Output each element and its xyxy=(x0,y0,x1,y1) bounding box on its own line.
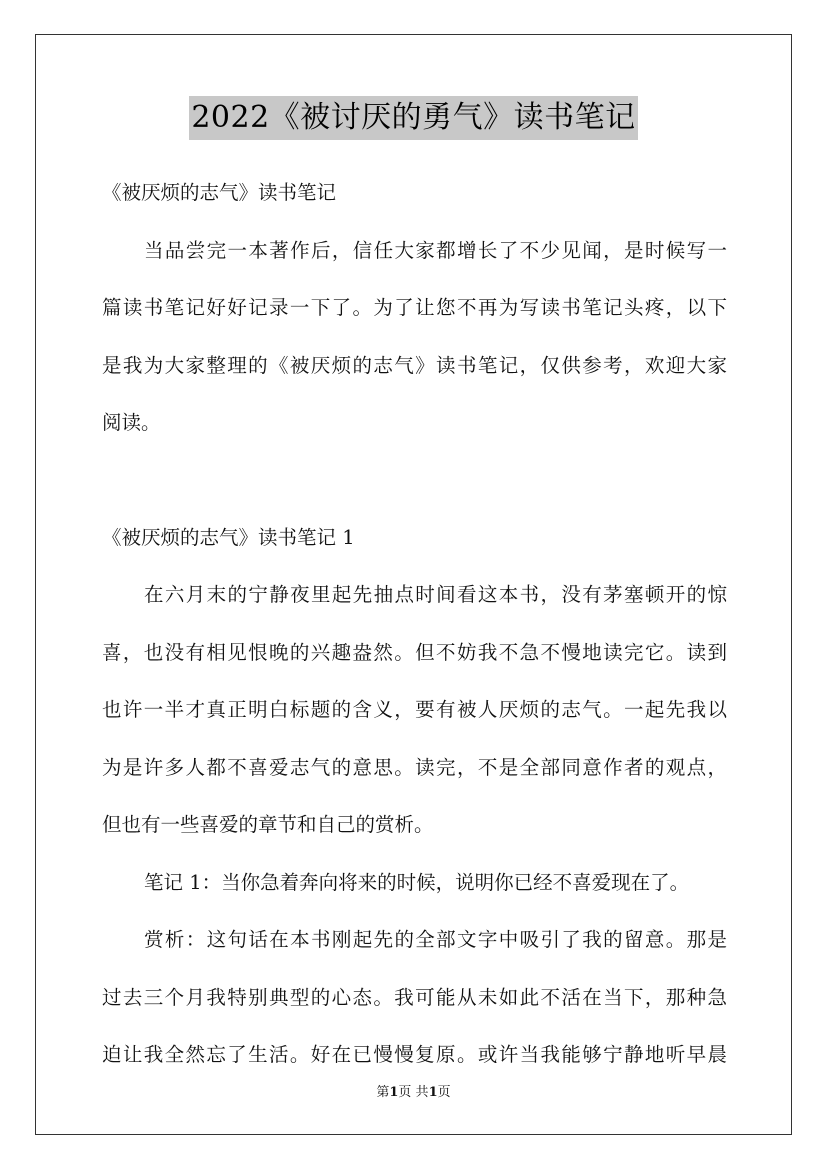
text-line: 赏析：这句话在本书刚起先的全部文字中吸引了我的留意。那是 xyxy=(144,928,727,951)
text-line: 迫让我全然忘了生活。好在已慢慢复原。或许当我能够宁静地听早晨 xyxy=(102,1043,727,1066)
text-line: 篇读书笔记好好记录一下了。为了让您不再为写读书笔记头疼，以下 xyxy=(102,296,727,319)
document-title: 2022《被讨厌的勇气》读书笔记 xyxy=(189,96,637,140)
page-number: 1 xyxy=(389,1085,399,1100)
page-prefix: 第 xyxy=(376,1085,390,1100)
section-paragraph xyxy=(102,574,727,862)
text-line: 阅读。 xyxy=(102,411,161,434)
text-line: 在六月末的宁静夜里起先抽点时间看这本书，没有茅塞顿开的惊 xyxy=(144,583,727,606)
note-paragraph: 笔记 1：当你急着奔向将来的时候，说明你已经不喜爱现在了。 xyxy=(144,870,690,894)
text-line: 当品尝完一本著作后，信任大家都增长了不少见闻，是时候写一 xyxy=(144,238,727,262)
page-suffix: 页 xyxy=(437,1085,451,1100)
text-line: 喜，也没有相见恨晚的兴趣盎然。但不妨我不急不慢地读完它。读到 xyxy=(102,640,727,664)
text-line: 过去三个月我特别典型的心态。我可能从未如此不活在当下，那种急 xyxy=(102,985,727,1009)
section-heading: 《被厌烦的志气》读书笔记 1 xyxy=(102,525,355,549)
text-line: 但也有一些喜爱的章节和自己的赏析。 xyxy=(102,813,434,836)
page-mid: 页 共 xyxy=(398,1085,429,1100)
text-line: 为是许多人都不喜爱志气的意思。读完，不是全部同意作者的观点， xyxy=(102,755,727,779)
page-total: 1 xyxy=(428,1085,438,1100)
paragraph-gap xyxy=(102,460,727,517)
document-title-block xyxy=(0,96,827,140)
text-line: 是我为大家整理的《被厌烦的志气》读书笔记，仅供参考，欢迎大家 xyxy=(102,353,727,377)
appreciation-paragraph xyxy=(102,919,727,1092)
intro-paragraph xyxy=(102,230,727,460)
page-footer xyxy=(0,1081,827,1100)
document-body xyxy=(102,172,727,1092)
text-line: 也许一半才真正明白标题的含义，要有被人厌烦的志气。一起先我以 xyxy=(102,698,727,721)
intro-heading: 《被厌烦的志气》读书笔记 xyxy=(102,181,337,204)
